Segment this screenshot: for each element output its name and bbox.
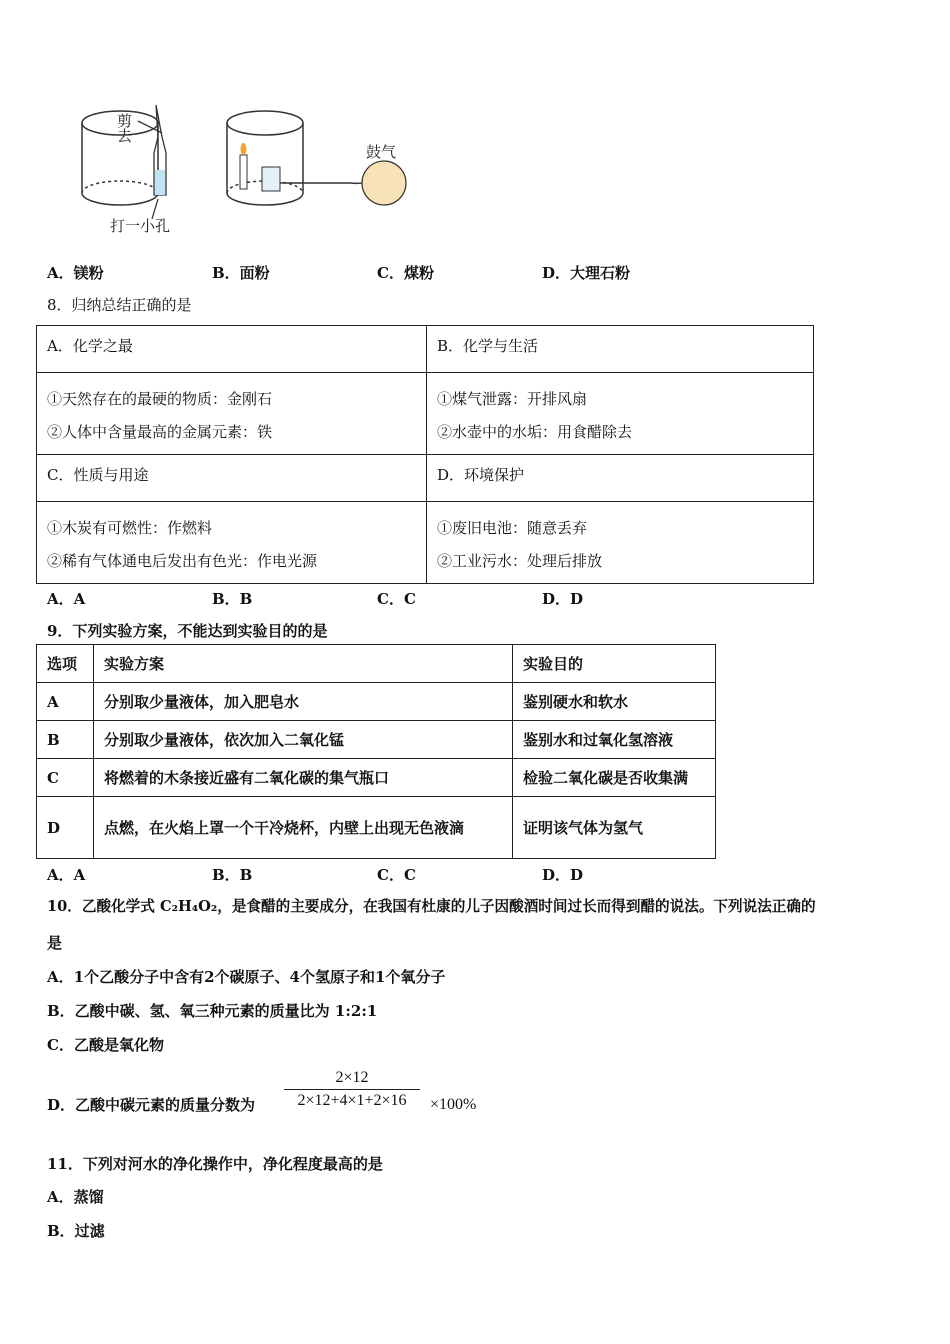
q9-header-plan: 实验方案: [94, 645, 513, 683]
q8-cell-c-header: C．性质与用途: [37, 455, 427, 502]
q8-stem: 8．归纳总结正确的是: [47, 296, 192, 314]
q9-row-d-plan: 点燃，在火焰上罩一个干冷烧杯，内壁上出现无色液滴: [94, 797, 513, 859]
funnel-drawing: [262, 167, 280, 191]
q9-option-d[interactable]: D．D: [542, 866, 584, 884]
q8-cell-a-body: ①天然存在的最硬的物质：金刚石 ②人体中含量最高的金属元素：铁: [37, 373, 427, 455]
q7-option-d[interactable]: D．大理石粉: [542, 264, 631, 282]
q8-option-a[interactable]: A．A: [47, 590, 86, 608]
apparatus-figure: [40, 95, 420, 240]
q8-cell-b-header: B．化学与生活: [427, 326, 814, 373]
q8-cell-d-header: D．环境保护: [427, 455, 814, 502]
q9-row-b-option: B: [37, 721, 94, 759]
q8-cell-b-body: ①煤气泄露：开排风扇 ②水壶中的水垢：用食醋除去: [427, 373, 814, 455]
q7-option-b[interactable]: B．面粉: [212, 264, 270, 282]
q9-row-c-plan: 将燃着的木条接近盛有二氧化碳的集气瓶口: [94, 759, 513, 797]
q10-option-d-fraction: [284, 1069, 420, 1110]
q10-stem-line1: 10．乙酸化学式 C₂H₄O₂，是食醋的主要成分，在我国有杜康的儿子因酸酒时间过长而得到醋的说法。下列说法正确的: [47, 898, 816, 915]
q9-row-c-option: C: [37, 759, 94, 797]
q8-option-c[interactable]: C．C: [377, 590, 416, 608]
q9-option-c[interactable]: C．C: [377, 866, 416, 884]
q8-cell-c-body: ①木炭有可燃性：作燃料 ②稀有气体通电后发出有色光：作电光源: [37, 502, 427, 584]
q9-stem: 9．下列实验方案，不能达到实验目的的是: [47, 622, 328, 640]
q10-option-d-suffix: ×100%: [430, 1096, 477, 1113]
q8-option-b[interactable]: B．B: [212, 590, 253, 608]
q7-option-c[interactable]: C．煤粉: [377, 264, 434, 282]
q9-table: [36, 644, 716, 859]
q8-option-d[interactable]: D．D: [542, 590, 584, 608]
fraction-denominator: 2×12+4×1+2×16: [297, 1092, 407, 1109]
fraction-numerator: 2×12: [335, 1069, 369, 1086]
q10-option-a[interactable]: A．1个乙酸分子中含有2个碳原子、4个氢原子和1个氧分子: [47, 968, 446, 986]
q9-row-a-option: A: [37, 683, 94, 721]
label-blow: 鼓气: [366, 143, 397, 161]
q9-option-a[interactable]: A．A: [47, 866, 86, 884]
q9-row-a-plan: 分别取少量液体，加入肥皂水: [94, 683, 513, 721]
q11-stem: 11．下列对河水的净化操作中，净化程度最高的是: [47, 1155, 383, 1173]
q9-row-b-plan: 分别取少量液体，依次加入二氧化锰: [94, 721, 513, 759]
q9-row-d-option: D: [37, 797, 94, 859]
label-hole: 打一小孔: [110, 217, 171, 235]
q9-row-c-goal: 检验二氧化碳是否收集满: [513, 759, 716, 797]
candle-drawing: [240, 143, 247, 189]
q9-row-a-goal: 鉴别硬水和软水: [513, 683, 716, 721]
q8-cell-a-header: A．化学之最: [37, 326, 427, 373]
q9-row-d-goal: 证明该气体为氢气: [513, 797, 716, 859]
q8-cell-d-body: ①废旧电池：随意丢弃 ②工业污水：处理后排放: [427, 502, 814, 584]
q9-header-option: 选项: [37, 645, 94, 683]
q10-stem-line2: 是: [47, 934, 63, 952]
q7-option-a[interactable]: A．镁粉: [47, 264, 104, 282]
q8-table: [36, 325, 814, 584]
q11-option-b[interactable]: B．过滤: [47, 1222, 105, 1240]
q9-row-b-goal: 鉴别水和过氧化氢溶液: [513, 721, 716, 759]
label-cut: 剪去: [115, 113, 133, 143]
q9-header-goal: 实验目的: [513, 645, 716, 683]
fraction-bar: [284, 1089, 420, 1090]
q11-option-a[interactable]: A．蒸馏: [47, 1188, 104, 1206]
q10-option-b[interactable]: B．乙酸中碳、氢、氧三种元素的质量比为 1:2:1: [47, 1002, 378, 1020]
q9-option-b[interactable]: B．B: [212, 866, 253, 884]
q10-option-c[interactable]: C．乙酸是氧化物: [47, 1036, 164, 1054]
q10-option-d[interactable]: D．乙酸中碳元素的质量分数为: [47, 1096, 256, 1114]
ampoule-drawing: [138, 105, 166, 219]
